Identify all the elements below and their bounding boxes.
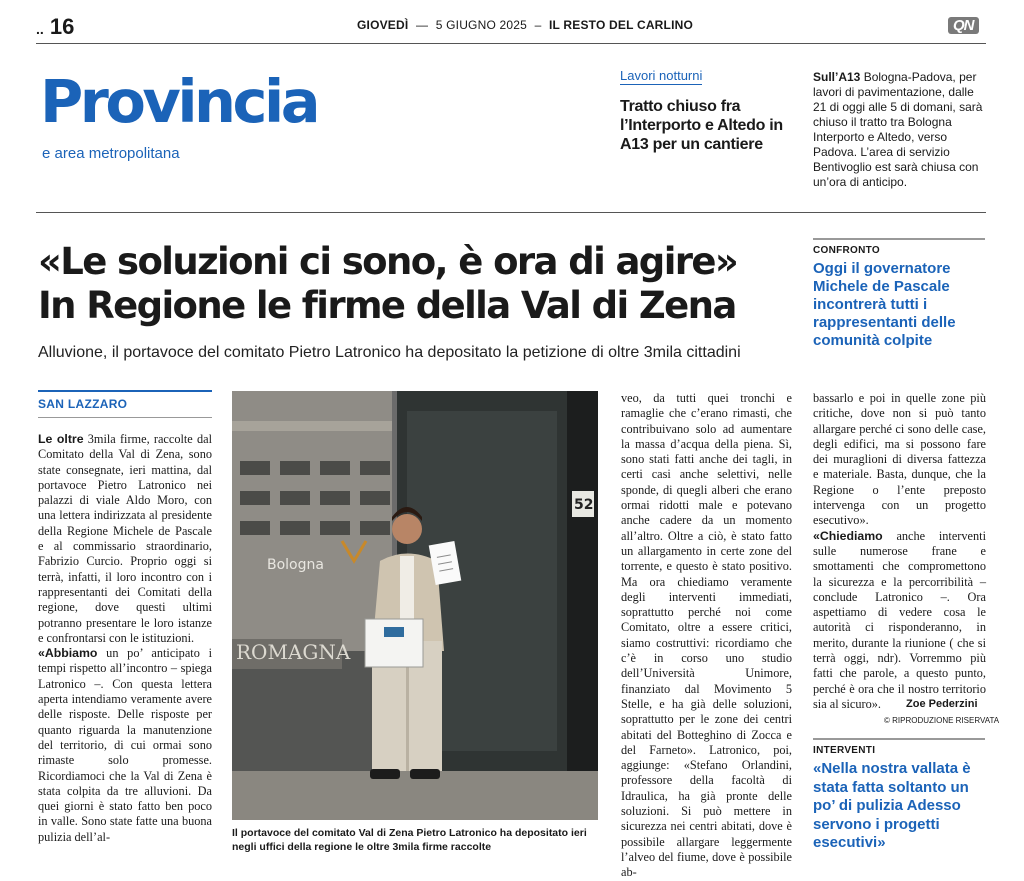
article-headline bbox=[38, 240, 808, 328]
sidebar-box1-headline: Oggi il governatore Michele de Pascale incontrerà tutti i rappresentanti delle comunità colpite bbox=[813, 260, 956, 349]
photo-caption: Il portavoce del comitato Val di Zena Pietro Latronico ha depositato ieri negli uffici della regione le oltre 3mila firme raccolte bbox=[232, 827, 587, 853]
col1-p1-text: 3mila firme, raccolte dal Comitato della Val di Zena, sono state consegnate, ieri mattina, dal portavoce Pietro Latronico nei palazzi di viale Aldo Moro, con una lettera indirizzata al presidente della Regione Michele de Pascale e al commissario straordinario, Fabrizio Curcio. Proprio oggi si terrà, infatti, il loro incontro con i rappresentanti dei Comitati della regione, dove questi ultimi potranno presentare le loro istanze e confrontarsi con le istituzioni. bbox=[38, 432, 212, 645]
section-subtitle: e area metropolitana bbox=[42, 145, 180, 162]
photo-illustration bbox=[232, 391, 598, 820]
col1-paragraph-1 bbox=[38, 432, 212, 646]
sidebar-box2-headline: «Nella nostra vallata è stata fatta soltanto un po’ di pulizia Adesso servono i progetti esecutivi» bbox=[813, 760, 971, 851]
sidebar-box2-rule bbox=[813, 738, 985, 740]
col1-paragraph-2 bbox=[38, 646, 212, 845]
col1-p2-text: un po’ anticipato i tempi rispetto all’incontro – spiega Latronico –. Con questa lettera aperta intendiamo veramente avere delle risposte. Delle risposte per quanto riguarda la manutenzione del territorio, di cui ormai sono rimaste solo promesse. Ricordiamoci che la Val di Zena è stata colpita da tre alluvioni. Da quei giorni è stato fatto ben poco in valle. Sono state fatte una buona pulizia dell’al- bbox=[38, 646, 212, 844]
dateline-rule bbox=[38, 390, 212, 392]
headline-line2: In Regione le firme della Val di Zena bbox=[38, 284, 736, 327]
copyright-notice: © RIPRODUZIONE RISERVATA bbox=[884, 716, 1000, 725]
page-number-value: 16 bbox=[49, 14, 75, 39]
col1-p1-lead: Le oltre bbox=[38, 432, 84, 446]
byline: Zoe Pederzini bbox=[906, 698, 978, 710]
dateline: SAN LAZZARO bbox=[38, 397, 128, 411]
photo-number-sign: 52 bbox=[574, 497, 594, 513]
sidebar-box2-kicker: INTERVENTI bbox=[813, 745, 876, 756]
qn-logo: QN bbox=[948, 17, 979, 34]
col4-p2-text: anche interventi sulle numerose frane e smottamenti che compromettono la sicurezza e la percorribilità – conclude Latronico –. Ora aspettiamo di vedere cosa le autorità ci risponderanno, in merito, durante la riunione ( che si terrà oggi, ndr). Vorremmo più fatti che parole, a questo punto, perché è ora che il nostro territorio sia al sicuro». bbox=[813, 528, 986, 711]
photo-building-sign: Bologna bbox=[267, 557, 324, 573]
folio-dots: .. bbox=[36, 21, 44, 37]
dateline-underline bbox=[38, 417, 212, 418]
col4-paragraph-1: bassarlo e poi in quelle zone più critiche, dove non si può tanto allargare perché ci sono delle case, degli edifici, ma si possono fare dei muraglioni di diversa fattezza e materiale. Basta, dunque, che la Regione o l’ente preposto intervenga con un progetto esecutivo». bbox=[813, 391, 986, 528]
top-rule bbox=[36, 43, 986, 44]
sidebar-box1-rule bbox=[813, 238, 985, 240]
folio-date: 5 GIUGNO 2025 bbox=[435, 18, 528, 32]
brief-body: Bologna-Padova, per lavori di pavimentazione, dalle 21 di oggi alle 5 di domani, sarà chiuso il tratto tra Bologna Interporto e Altedo, verso Padova. L’area di servizio Bentivoglio est sarà chiusa con un’ora di anticipo. bbox=[813, 70, 983, 189]
col4-p2-lead: «Chiediamo bbox=[813, 528, 883, 543]
headline-line1: «Le soluzioni ci sono, è ora di agire» bbox=[38, 240, 738, 283]
article-deck: Alluvione, il portavoce del comitato Pietro Latronico ha depositato la petizione di oltre 3mila cittadini bbox=[38, 344, 741, 361]
folio-paper: IL RESTO DEL CARLINO bbox=[549, 18, 694, 32]
section-title: Provincia bbox=[40, 67, 318, 136]
col3-paragraph: veo, da tutti quei tronchi e ramaglie che c’erano rimasti, che contribuivano solo ad aumentare la massa d’acqua della piena. Sì, sono stati fatti anche dei tagli, in certi casi anche selettivi, nelle sponde, di quegli alberi che erano ormai ridotti male e potevano anche cadere da un momento all’altro. Oltre a ciò, è stato fatto un allargamento in certe zone del torrente, e questo è stato positivo. Ma ora chiediamo veramente degli interventi immediati, soprattutto perché noi come Comitato, oltre a essere critici, siamo costruttivi: ricordiamo che c’è in corso uno studio dell’Università Unimore, finanziato dal Movimento 5 Stelle, e ha già delle soluzioni, soprattutto per le zone dei centri abitati del Botteghino di Zocca e del Farneto». Latronico, poi, aggiunge: «Stefano Orlandini, professore della facoltà di Idraulica, ha già pronte delle soluzioni. Si può mettere in sicurezza nei centri abitati, dove è possibile allargare leggermente l’alveo del fiume, dove è possibile ab- bbox=[621, 391, 792, 880]
article-photo bbox=[232, 391, 598, 820]
col4-paragraph-2 bbox=[813, 529, 986, 713]
brief-lead: Sull’A13 bbox=[813, 70, 861, 84]
col1-p2-lead: «Abbiamo bbox=[38, 646, 98, 661]
folio-day: GIOVEDÌ bbox=[357, 18, 409, 32]
body-column-3 bbox=[621, 391, 792, 880]
brief-kicker: Lavori notturni bbox=[620, 68, 703, 83]
page-number bbox=[36, 14, 74, 40]
sidebar-box1-kicker: CONFRONTO bbox=[813, 245, 880, 256]
folio-sep2: – bbox=[534, 18, 542, 32]
photo-wall-sign: ROMAGNA bbox=[236, 640, 351, 664]
body-column-1 bbox=[38, 432, 212, 857]
folio-dateline bbox=[357, 18, 693, 32]
folio-sep1: — bbox=[415, 18, 429, 32]
brief-text bbox=[813, 70, 985, 190]
section-rule bbox=[36, 212, 986, 213]
brief-headline: Tratto chiuso fra l’Interporto e Altedo in A13 per un cantiere bbox=[620, 98, 783, 153]
